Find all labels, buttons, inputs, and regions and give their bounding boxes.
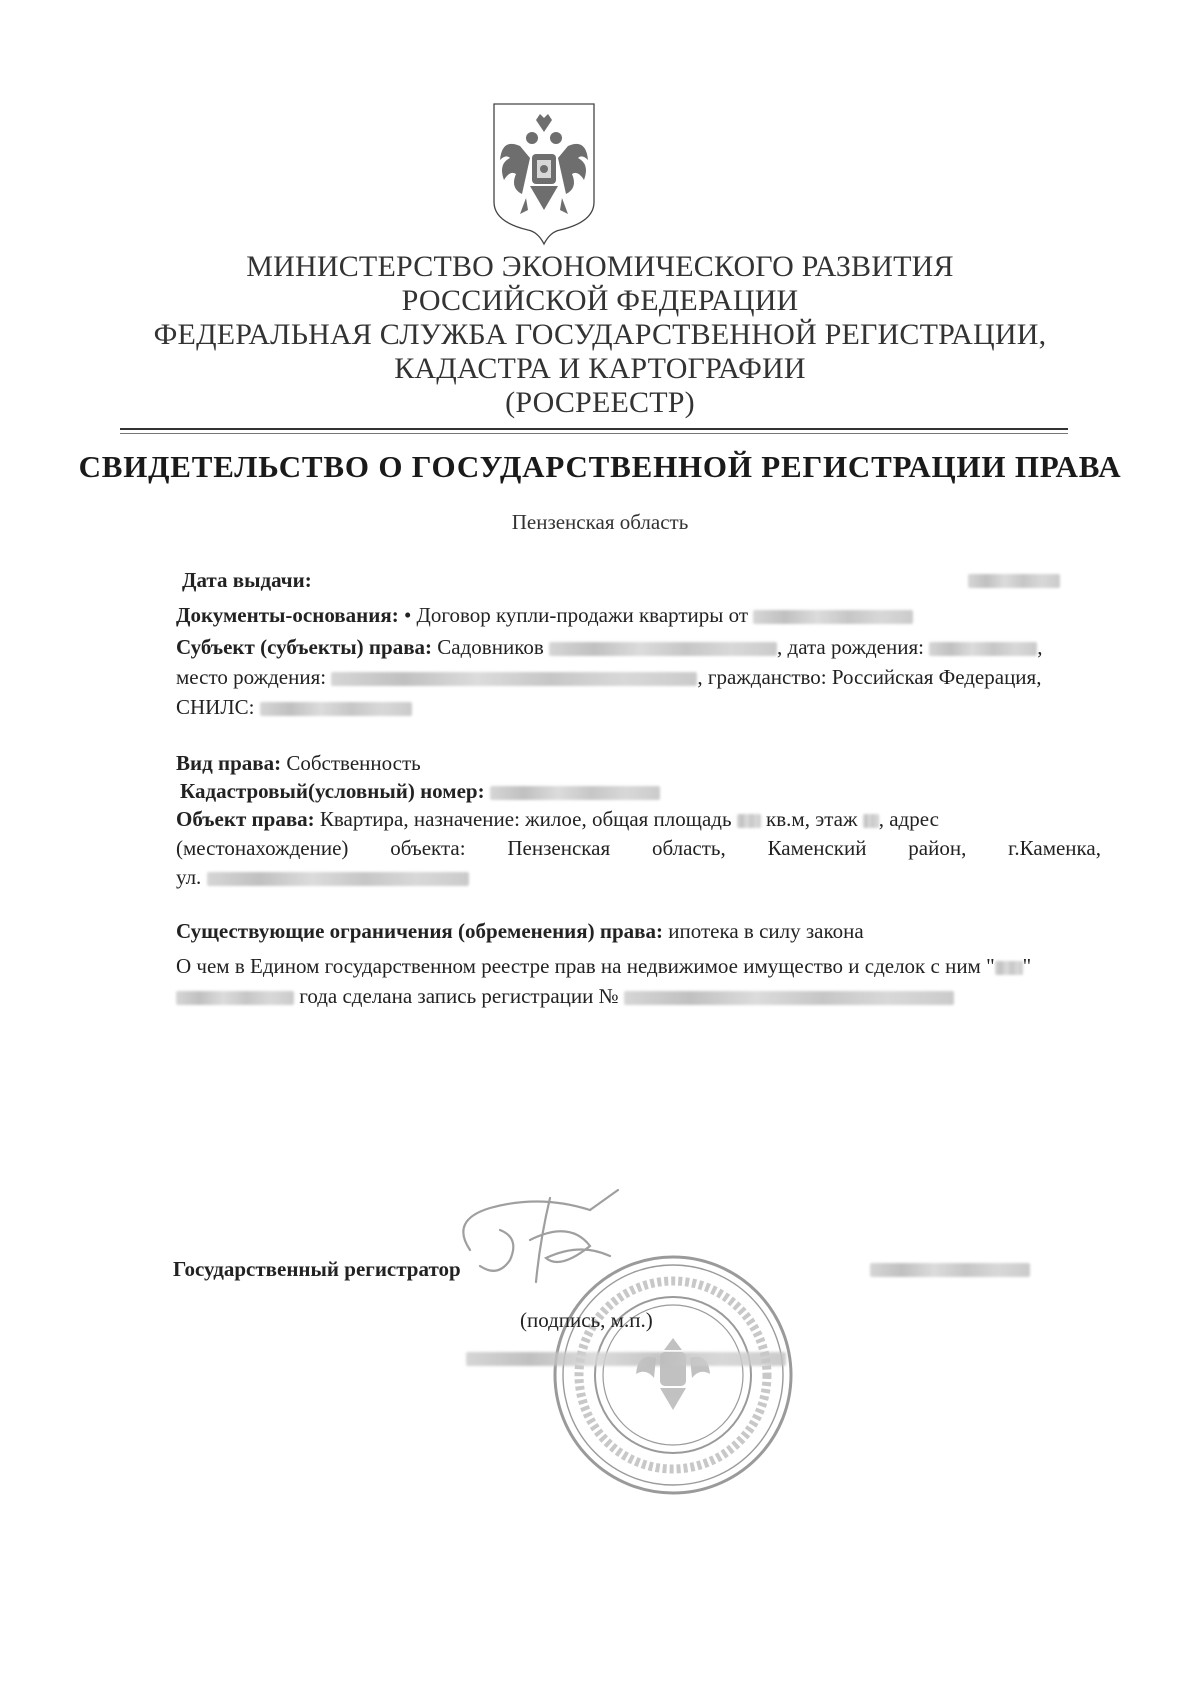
cadastral-number-redacted [490, 786, 660, 800]
signature-caption: (подпись, м.п.) [520, 1308, 653, 1332]
record-month-year-redacted [176, 991, 294, 1005]
service-name-line1: ФЕДЕРАЛЬНАЯ СЛУЖБА ГОСУДАРСТВЕННОЙ РЕГИСТРАЦИИ, [153, 318, 1047, 351]
subject-label: Субъект (субъекты) права: [176, 635, 433, 659]
subject-name-redacted [549, 642, 777, 656]
object-description: Квартира, назначение: жилое, общая площадь [319, 807, 732, 831]
restrictions-value: ипотека в силу закона [668, 919, 864, 943]
birth-place-redacted [331, 672, 697, 686]
document-title: СВИДЕТЕЛЬСТВО О ГОСУДАРСТВЕННОЙ РЕГИСТРАЦИИ ПРАВА [78, 449, 1122, 484]
floor-redacted [863, 814, 879, 828]
snils-label: СНИЛС: [176, 695, 255, 719]
documents-value: • Договор купли-продажи квартиры от [403, 603, 749, 627]
birth-place-label: место рождения: [176, 665, 327, 689]
issue-date-label: Дата выдачи: [182, 568, 312, 592]
right-type-label: Вид права: [176, 751, 282, 775]
service-name-line2: КАДАСТРА И КАРТОГРАФИИ [394, 352, 806, 385]
header-divider [120, 428, 1068, 430]
ministry-name-line2: РОССИЙСКОЙ ФЕДЕРАЦИИ [401, 284, 799, 317]
ministry-name-line1: МИНИСТЕРСТВО ЭКОНОМИЧЕСКОГО РАЗВИТИЯ [246, 250, 954, 283]
street-prefix: ул. [176, 865, 202, 889]
restrictions-label: Существующие ограничения (обременения) права: [176, 919, 663, 943]
citizenship: , гражданство: Российская Федерация, [697, 665, 1042, 689]
registry-record-text: года сделана запись регистрации № [299, 984, 619, 1008]
object-address-label: , адрес [878, 807, 939, 831]
object-area-unit: кв.м, этаж [766, 807, 858, 831]
issue-date-redacted [968, 574, 1060, 588]
snils-redacted [260, 702, 412, 716]
record-day-redacted [995, 961, 1023, 975]
documents-label: Документы-основания: [176, 603, 399, 627]
street-redacted [207, 872, 469, 886]
registry-quote-close: " [1022, 954, 1032, 978]
coat-of-arms [480, 98, 608, 246]
birth-date-redacted [929, 642, 1037, 656]
object-address-line: (местонахождение) объекта: Пензенская область, Каменский район, г.Каменка, [176, 836, 1101, 860]
cadastral-label: Кадастровый(условный) номер: [180, 779, 485, 803]
region: Пензенская область [511, 510, 689, 534]
subject-name: Садовников [437, 635, 544, 659]
object-label: Объект права: [176, 807, 315, 831]
registrar-role: Государственный регистратор [173, 1257, 461, 1281]
registrar-details-redacted [466, 1352, 786, 1366]
record-number-redacted [624, 991, 954, 1005]
service-abbreviation: (РОСРЕЕСТР) [505, 386, 695, 419]
birth-date-label: , дата рождения: [777, 635, 924, 659]
documents-redacted [753, 610, 913, 624]
right-type-value: Собственность [286, 751, 421, 775]
area-redacted [737, 814, 761, 828]
signature-scribble [440, 1180, 660, 1300]
header-divider-thin [120, 433, 1068, 434]
registry-text: О чем в Едином государственном реестре прав на недвижимое имущество и сделок с ним " [176, 954, 995, 978]
registrar-name-redacted [870, 1263, 1030, 1277]
